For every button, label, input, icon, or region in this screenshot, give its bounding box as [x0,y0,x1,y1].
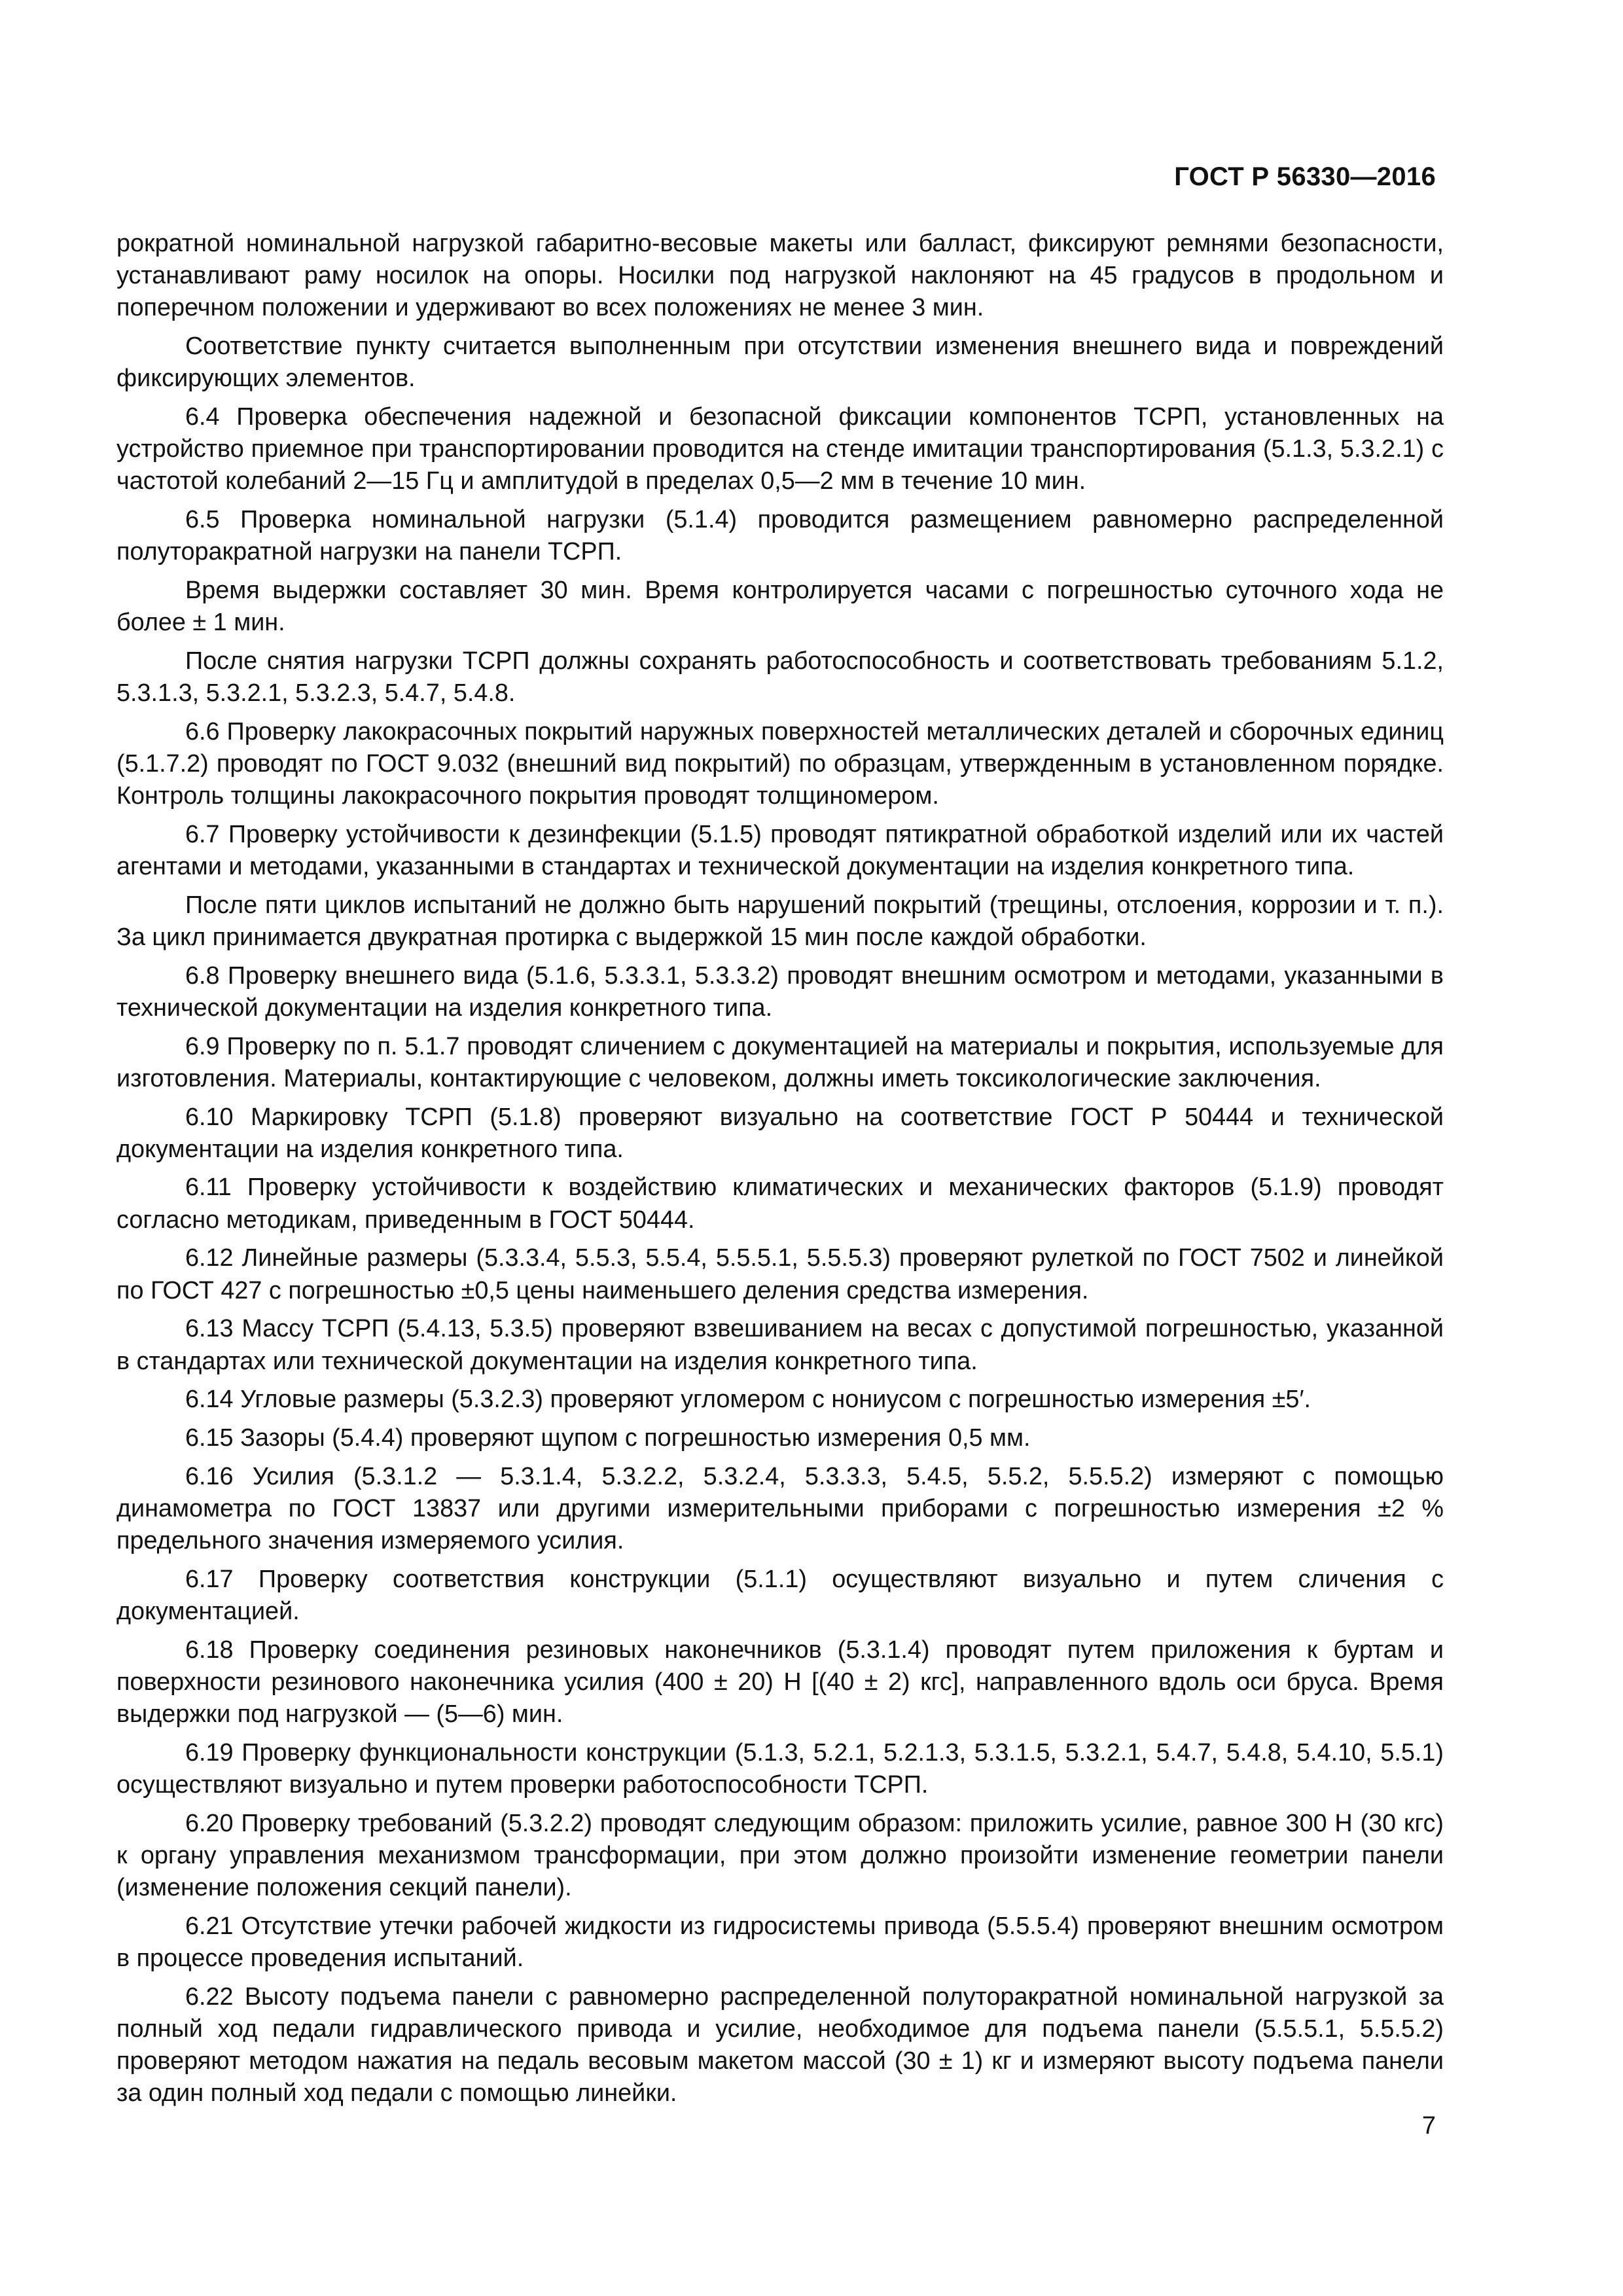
paragraph-6-18: 6.18 Проверку соединения резиновых наконечников (5.3.1.4) проводят путем приложения к буртам и поверхности резинового наконечника усилия (400 ± 20) Н [(40 ± 2) кгс], направленного вдоль оси бруса. Время выдержки под нагрузкой — (5—6) мин. [116,1636,1444,1729]
paragraph-6-11: 6.11 Проверку устойчивости к воздействию климатических и механических факторов (5.1.9) проводят согласно методикам, приведенным в ГОСТ 50444. [116,1174,1444,1234]
paragraph-6-9: 6.9 Проверку по п. 5.1.7 проводят сличением с документацией на материалы и покрытия, используемые для изготовления. Материалы, контактирующие с человеком, должны иметь токсикологические заключения. [116,1032,1444,1092]
paragraph: После пяти циклов испытаний не должно быть нарушений покрытий (трещины, отслоения, коррозии и т. п.). За цикл принимается двукратная протирка с выдержкой 15 мин после каждой обработки. [116,891,1444,952]
paragraph-6-13: 6.13 Массу ТСРП (5.4.13, 5.3.5) проверяют взвешиванием на весах с допустимой погрешностью, указанной в стандартах или технической документации на изделия конкретного типа. [116,1315,1444,1375]
paragraph-6-17: 6.17 Проверку соответствия конструкции (5.1.1) осуществляют визуально и путем сличения с документацией. [116,1565,1444,1625]
paragraph-6-8: 6.8 Проверку внешнего вида (5.1.6, 5.3.3.1, 5.3.3.2) проводят внешним осмотром и методами, указанными в технической документации на изделия конкретного типа. [116,961,1444,1022]
paragraph-continuation: рократной номинальной нагрузкой габаритно-весовые макеты или балласт, фиксируют ремнями безопасности, устанавливают раму носилок на опоры. Носилки под нагрузкой наклоняют на 45 градусов в продольном и поперечном положении и удерживают во всех положениях не менее 3 мин. [116,230,1444,322]
paragraph-6-14: 6.14 Угловые размеры (5.3.2.3) проверяют угломером с нониусом с погрешностью измерения ±5′. [185,1386,1311,1414]
document-body [116,228,1444,2116]
paragraph-6-6: 6.6 Проверку лакокрасочных покрытий наружных поверхностей металлических деталей и сборочных единиц (5.1.7.2) проводят по ГОСТ 9.032 (внешний вид покрытий) по образцам, утвержденным в установленном порядке. Контроль толщины лакокрасочного покрытия проводят толщиномером. [116,717,1444,810]
paragraph-6-5: 6.5 Проверка номинальной нагрузки (5.1.4) проводится размещением равномерно распределенной полуторакратной нагрузки на панели ТСРП. [116,506,1444,566]
paragraph-6-15: 6.15 Зазоры (5.4.4) проверяют щупом с погрешностью измерения 0,5 мм. [185,1424,1031,1452]
paragraph-6-10: 6.10 Маркировку ТСРП (5.1.8) проверяют визуально на соответствие ГОСТ Р 50444 и технической документации на изделия конкретного типа. [116,1103,1444,1163]
paragraph-6-19: 6.19 Проверку функциональности конструкции (5.1.3, 5.2.1, 5.2.1.3, 5.3.1.5, 5.3.2.1, 5.4.7, 5.4.8, 5.4.10, 5.5.1) осуществляют визуально и путем проверки работоспособности ТСРП. [116,1738,1444,1799]
paragraph-6-16: 6.16 Усилия (5.3.1.2 — 5.3.1.4, 5.3.2.2, 5.3.2.4, 5.3.3.3, 5.4.5, 5.5.2, 5.5.5.2) измеряют с помощью динамометра по ГОСТ 13837 или другими измерительными приборами с погрешностью измерения ±2 % предельного значения измеряемого усилия. [116,1462,1444,1555]
paragraph-6-20: 6.20 Проверку требований (5.3.2.2) проводят следующим образом: приложить усилие, равное 300 Н (30 кгс) к органу управления механизмом трансформации, при этом должно произойти изменение геометрии панели (изменение положения секций панели). [116,1809,1444,1902]
paragraph-6-7: 6.7 Проверку устойчивости к дезинфекции (5.1.5) проводят пятикратной обработкой изделий или их частей агентами и методами, указанными в стандартах и технической документации на изделия конкретного типа. [116,820,1444,881]
paragraph-6-4: 6.4 Проверка обеспечения надежной и безопасной фиксации компонентов ТСРП, установленных на устройство приемное при транспортировании проводится на стенде имитации транспортирования (5.1.3, 5.3.2.1) с частотой колебаний 2—15 Гц и амплитудой в пределах 0,5—2 мм в течение 10 мин. [116,403,1444,495]
paragraph-6-12: 6.12 Линейные размеры (5.3.3.4, 5.5.3, 5.5.4, 5.5.5.1, 5.5.5.3) проверяют рулеткой по ГОСТ 7502 и линейкой по ГОСТ 427 с погрешностью ±0,5 цены наименьшего деления средства измерения. [116,1244,1444,1304]
paragraph: Соответствие пункту считается выполненным при отсутствии изменения внешнего вида и повреждений фиксирующих элементов. [116,332,1444,393]
paragraph-6-21: 6.21 Отсутствие утечки рабочей жидкости из гидросистемы привода (5.5.5.4) проверяют внешним осмотром в процессе проведения испытаний. [116,1912,1444,1972]
paragraph: Время выдержки составляет 30 мин. Время контролируется часами с погрешностью суточного хода не более ± 1 мин. [116,577,1444,637]
paragraph: После снятия нагрузки ТСРП должны сохранять работоспособность и соответствовать требованиям 5.1.2, 5.3.1.3, 5.3.2.1, 5.3.2.3, 5.4.7, 5.4.8. [116,647,1444,708]
page-number: 7 [1421,2112,1436,2140]
paragraph-6-22: 6.22 Высоту подъема панели с равномерно распределенной полуторакратной номинальной нагрузкой за полный ход педали гидравлического привода и усилие, необходимое для подъема панели (5.5.5.1, 5.5.5.2) проверяют методом нажатия на педаль весовым макетом массой (30 ± 1) кг и измеряют высоту подъема панели за один полный ход педали с помощью линейки. [116,1982,1444,2108]
document-header-id: ГОСТ Р 56330—2016 [1174,162,1436,191]
